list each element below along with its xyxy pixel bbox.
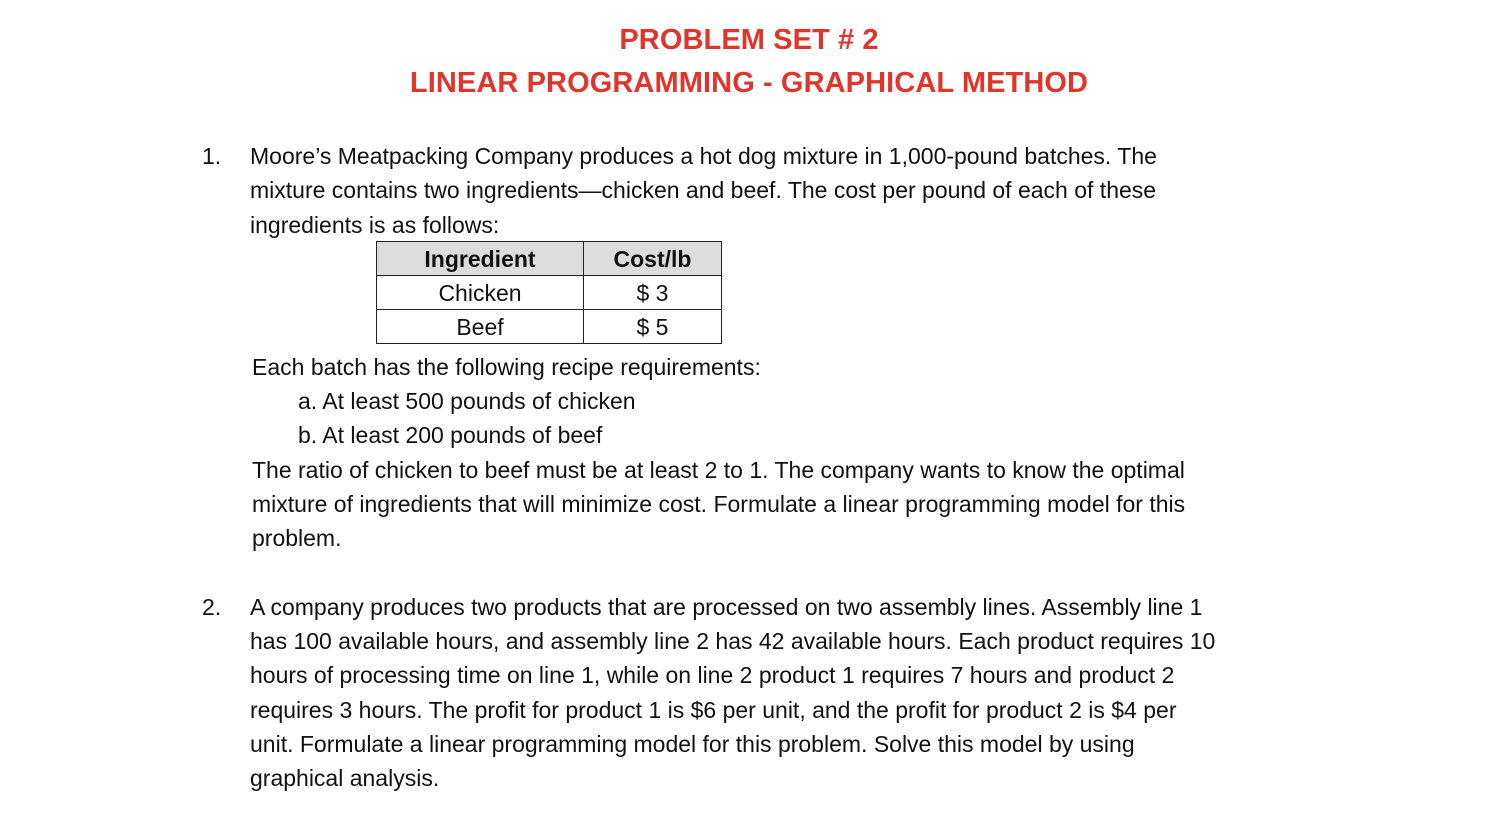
problem-1-number: 1. xyxy=(202,143,222,169)
table-cell: $ 5 xyxy=(584,310,722,344)
problem-1-closing-line: mixture of ingredients that will minimize cost. Formulate a linear programming model for this xyxy=(252,491,1186,517)
problem-1-intro-line: Moore’s Meatpacking Company produces a hot dog mixture in 1,000-pound batches. The xyxy=(250,143,1157,169)
problem-1-closing-line: problem. xyxy=(252,525,342,551)
problem-2-line: requires 3 hours. The profit for product 1 is $6 per unit, and the profit for product 2 is $4 per xyxy=(250,697,1177,723)
table-cell: Beef xyxy=(377,310,584,344)
table-cell: Chicken xyxy=(377,276,584,310)
table-header-ingredient: Ingredient xyxy=(377,242,584,276)
problem-2-line: has 100 available hours, and assembly line 2 has 42 available hours. Each product requires 10 xyxy=(250,628,1216,654)
page-title: PROBLEM SET # 2 xyxy=(619,24,879,56)
requirement-item: b. At least 200 pounds of beef xyxy=(298,422,603,448)
problem-2-line: A company produces two products that are processed on two assembly lines. Assembly line 1 xyxy=(250,594,1203,620)
requirement-item: a. At least 500 pounds of chicken xyxy=(298,388,636,414)
problem-1-intro-line: mixture contains two ingredients—chicken and beef. The cost per pound of each of these xyxy=(250,177,1157,203)
problem-2-line: unit. Formulate a linear programming model for this problem. Solve this model by using xyxy=(250,731,1135,757)
problem-2-line: graphical analysis. xyxy=(250,765,440,791)
requirements-intro: Each batch has the following recipe requirements: xyxy=(252,354,761,380)
problem-2-number: 2. xyxy=(202,594,222,620)
table-row xyxy=(377,310,722,344)
table-header-cost: Cost/lb xyxy=(584,242,722,276)
table-row xyxy=(377,276,722,310)
problem-1-intro-line: ingredients is as follows: xyxy=(250,212,500,238)
table-header-row xyxy=(377,242,722,276)
problem-2-line: hours of processing time on line 1, while on line 2 product 1 requires 7 hours and product 2 xyxy=(250,662,1175,688)
problem-1-closing-line: The ratio of chicken to beef must be at least 2 to 1. The company wants to know the optimal xyxy=(252,457,1185,483)
ingredient-cost-table xyxy=(376,241,722,344)
page-subtitle: LINEAR PROGRAMMING - GRAPHICAL METHOD xyxy=(409,67,1089,99)
table-cell: $ 3 xyxy=(584,276,722,310)
